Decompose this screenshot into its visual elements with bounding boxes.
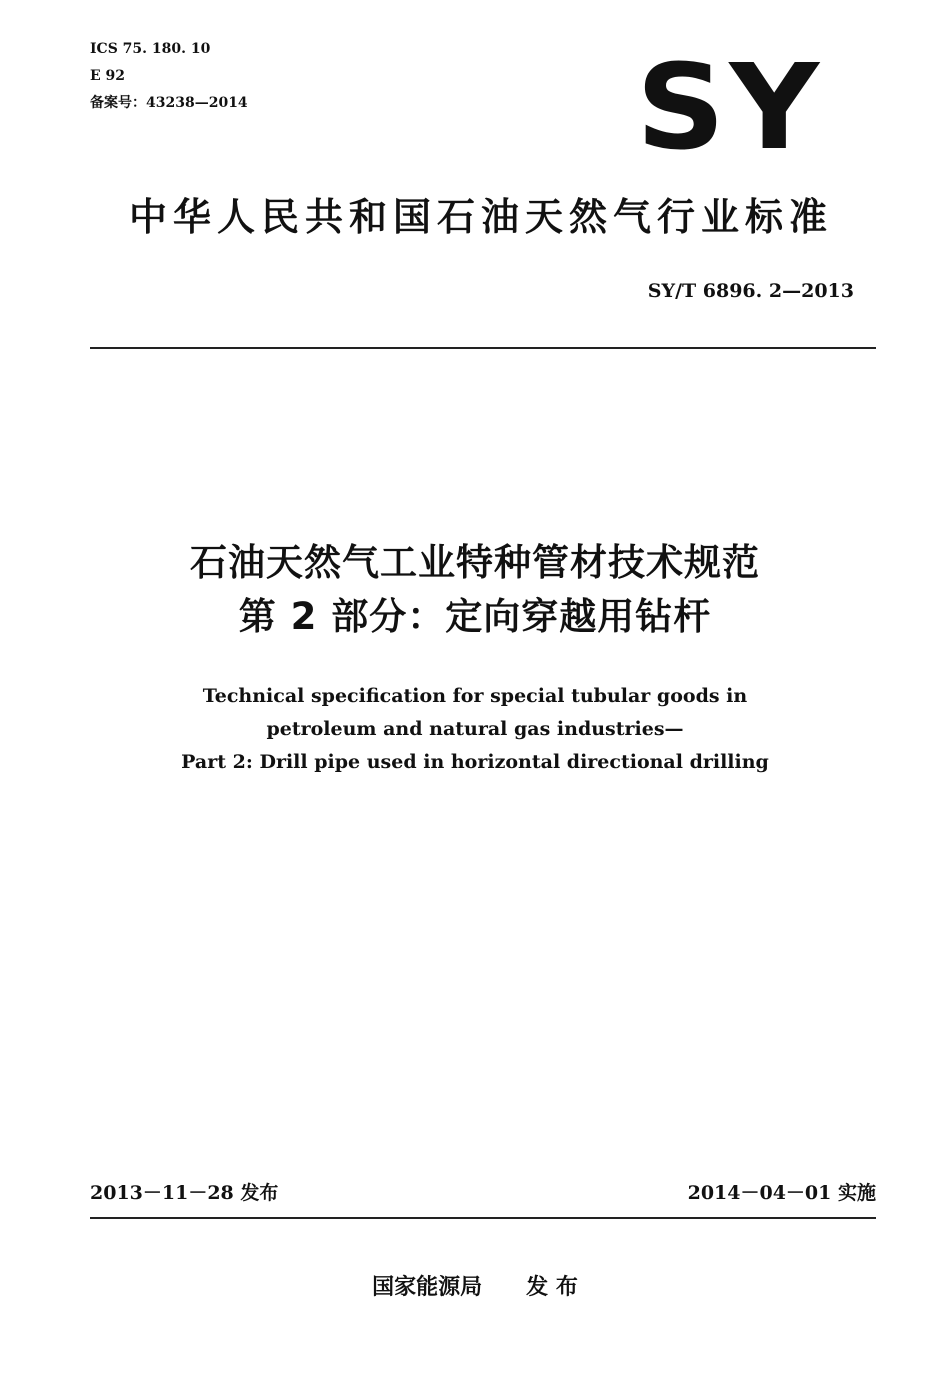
classification-code: E 92 — [90, 68, 126, 84]
chinese-title-line-1: 石油天然气工业特种管材技术规范 — [190, 541, 760, 584]
english-title — [0, 680, 950, 779]
record-number: 备案号：43238—2014 — [90, 95, 248, 111]
chinese-title-line-2: 第 2 部分：定向穿越用钻杆 — [238, 595, 712, 638]
document-metadata — [90, 36, 248, 117]
top-divider — [90, 347, 876, 349]
implementation-date: 2014－04－01 实施 — [687, 1182, 876, 1204]
chinese-title — [0, 536, 950, 644]
ics-code: ICS 75. 180. 10 — [90, 41, 211, 57]
standard-number: SY/T 6896. 2—2013 — [647, 280, 854, 302]
english-title-line-3: Part 2: Drill pipe used in horizontal directional drilling — [181, 751, 769, 773]
bottom-divider — [90, 1217, 876, 1219]
publisher-line — [0, 1270, 950, 1301]
publish-action: 发 布 — [526, 1275, 578, 1300]
publisher-name: 国家能源局 — [372, 1275, 483, 1300]
sy-logo: SY — [636, 38, 824, 176]
issue-date: 2013－11－28 发布 — [90, 1182, 279, 1204]
industry-standard-heading: 中华人民共和国石油天然气行业标准 — [128, 195, 833, 239]
english-title-line-2: petroleum and natural gas industries— — [266, 718, 684, 740]
english-title-line-1: Technical specification for special tubular goods in — [202, 685, 748, 707]
